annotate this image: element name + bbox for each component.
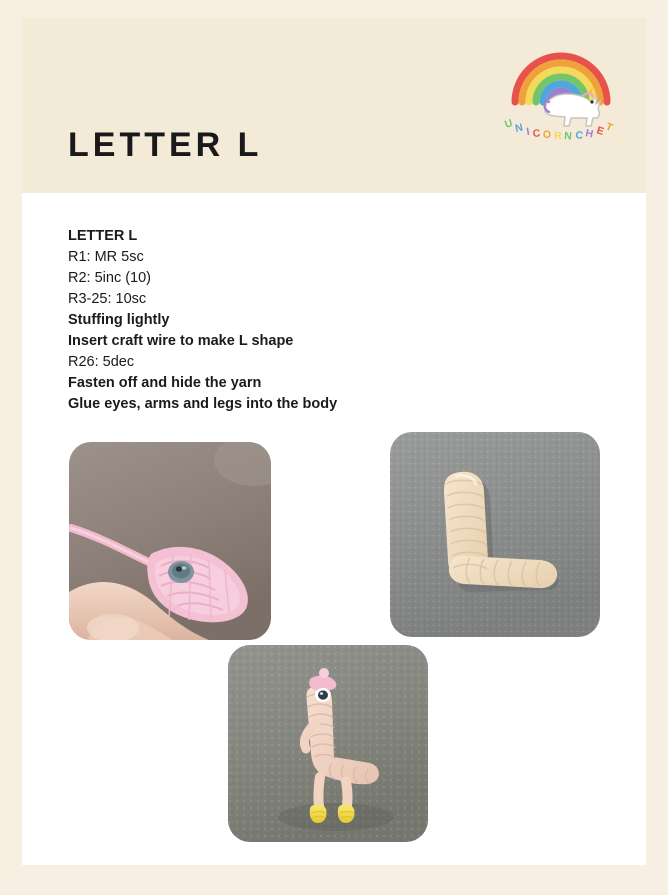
svg-text:T: T [603, 120, 615, 135]
svg-text:N: N [563, 130, 573, 143]
pattern-line: Fasten off and hide the yarn [68, 375, 262, 391]
svg-text:C: C [532, 127, 541, 140]
pattern-line: LETTER L [68, 228, 138, 244]
pattern-line: R1: MR 5sc [68, 249, 144, 265]
photo-gallery [22, 193, 646, 865]
svg-text:R: R [553, 130, 562, 143]
svg-text:C: C [574, 129, 584, 143]
svg-text:H: H [584, 127, 595, 141]
pattern-line: Glue eyes, arms and legs into the body [68, 396, 338, 412]
photo-finished-letter-l-on-grey-fabric [390, 432, 600, 637]
photo-letter-l-character-with-legs [228, 645, 428, 842]
svg-text:U: U [503, 117, 515, 131]
pattern-line: R26: 5dec [68, 354, 135, 370]
photo-pink-crochet-tube-in-hand [69, 442, 271, 640]
content-card [22, 193, 646, 865]
pattern-line: Stuffing lightly [68, 312, 170, 328]
svg-text:N: N [513, 121, 525, 135]
pattern-line: Insert craft wire to make L shape [68, 333, 294, 349]
svg-text:I: I [525, 125, 531, 138]
brand-logo [499, 38, 624, 143]
page-header [22, 18, 646, 193]
svg-text:E: E [595, 124, 606, 138]
svg-text:O: O [542, 128, 552, 141]
pattern-line: R2: 5inc (10) [68, 270, 152, 286]
page-title: LETTER L [68, 126, 263, 164]
pattern-line: R3-25: 10sc [68, 291, 147, 307]
